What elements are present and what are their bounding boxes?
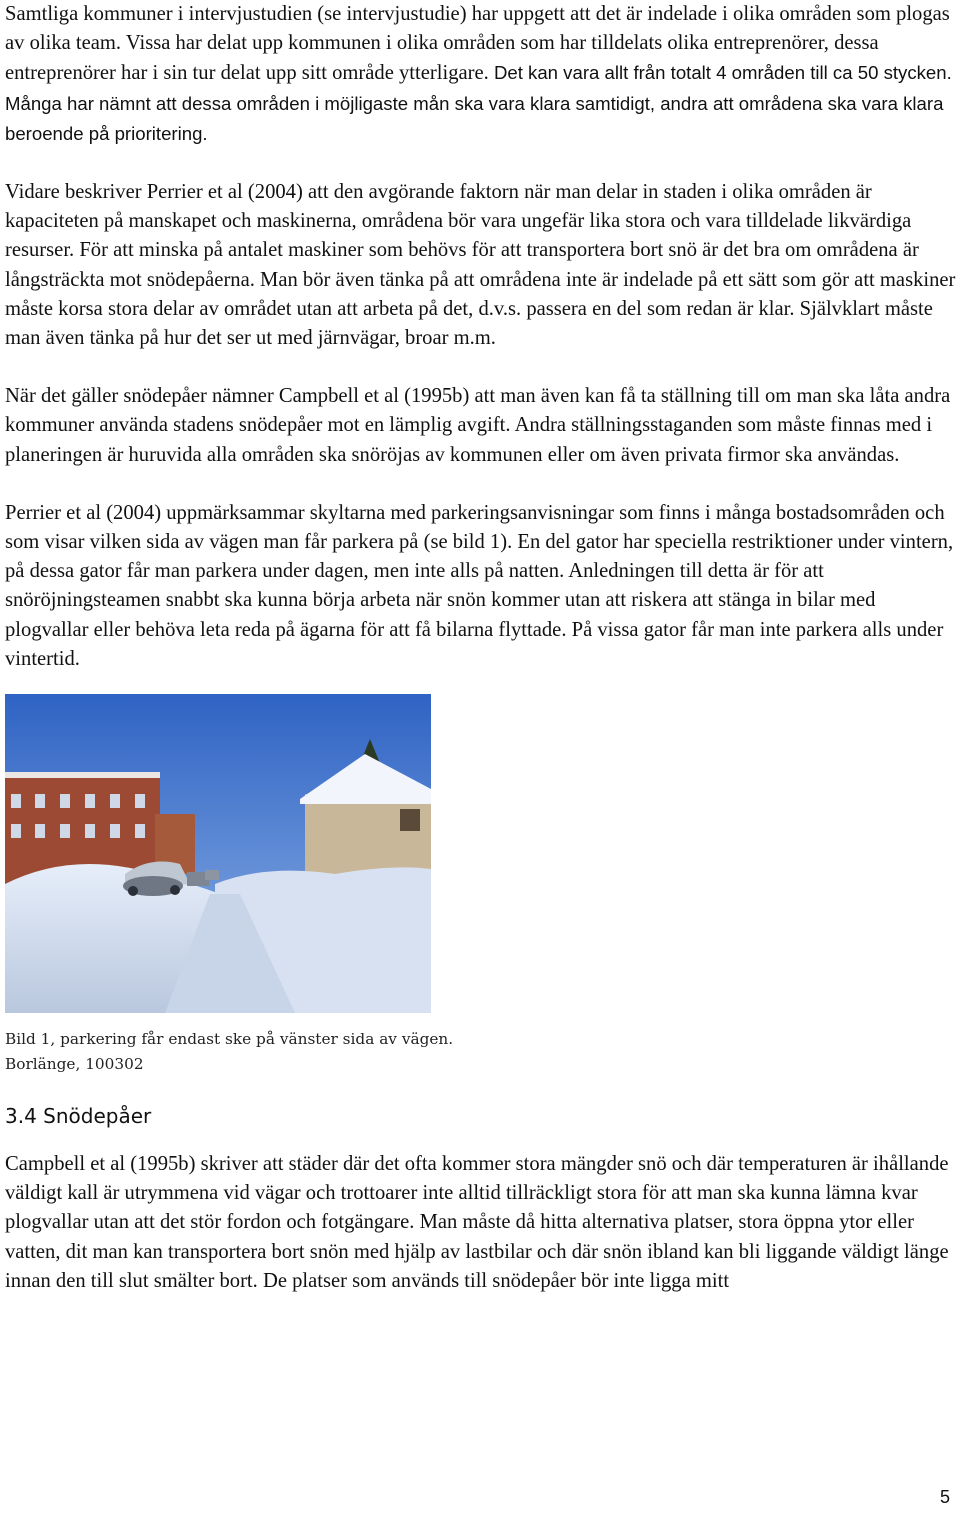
caption-line-2: Borlänge, 100302 — [5, 1055, 144, 1074]
page-number: 5 — [939, 1487, 950, 1507]
paragraph-areas-priority: Många har nämnt att dessa områden i möjligaste mån ska vara klara samtidigt, andra att områdena ska vara klara beroende på prioritering. — [5, 92, 944, 144]
paragraph-areas-count: Det kan vara allt från totalt 4 områden till ca 50 stycken. — [493, 62, 952, 84]
document-page — [5, 0, 957, 1296]
paragraph-snow-depots: Campbell et al (1995b) skriver att städer där det ofta kommer stora mängder snö och där temperaturen är ihållande väldigt kall är utrymmena vid vägar och trottoarer inte alltid tillräckligt stora för att man ska kunna lämna kvar plogvallar utan att det stör fordon och fotgängare. Man måste då hitta alternativa platser, stora öppna ytor eller vatten, dit man kan transportera bort snön med hjälp av lastbilar och där snön ibland kan bli liggande väldigt länge innan den till slut smälter bort. De platser som används till snödepåer bör inte ligga mitt — [5, 1153, 949, 1292]
paragraph-areas — [5, 0, 957, 149]
figure-caption — [5, 1027, 957, 1077]
section-heading: 3.4 Snödepåer — [5, 1104, 152, 1129]
snowy-street-photo — [5, 694, 431, 1013]
paragraph-areas-text: Samtliga kommuner i intervjustudien (se intervjustudie) har uppgett att det är indelade i olika områden som plogas av olika team. Vissa har delat upp kommunen i olika områden som har tilldelats olika entreprenörer, dessa entreprenörer har i sin tur delat upp sitt område ytterligare. — [5, 3, 950, 85]
paragraph-campbell-depots: När det gäller snödepåer nämner Campbell et al (1995b) att man även kan få ta ställning till om man ska låta andra kommuner använda stadens snödepåer mot en lämplig avgift. Andra ställningsstaganden som måste finnas med i planeringen är huruvida alla områden ska snöröjas av kommunen eller om även privata firmor ska användas. — [5, 385, 951, 466]
paragraph-parking-signs: Perrier et al (2004) uppmärksammar skyltarna med parkeringsanvisningar som finns i många bostadsområden och som visar vilken sida av vägen man får parkera på (se bild 1). En del gator har speciella restriktioner under vintern, på dessa gator får man parkera under dagen, men inte alls på natten. Anledningen till detta är för att snöröjningsteamen snabbt ska kunna börja arbeta när snön kommer utan att riskera att stänga in bilar med plogvallar eller behöva leta reda på ägarna för att få bilarna flyttade. På vissa gator får man inte parkera alls under vintertid. — [5, 501, 954, 670]
paragraph-perrier-areas: Vidare beskriver Perrier et al (2004) att den avgörande faktorn när man delar in staden i olika områden är kapaciteten på manskapet och maskinerna, områdena bör vara ungefär lika stora och vara tilldelade likvärdiga resurser. För att minska på antalet maskiner som behövs för att transportera bort snö är det bra om områdena är långsträckta mot snödepåerna. Man bör även tänka på att områdena inte är indelade på ett sätt som gör att maskiner måste korsa stora delar av området utan att arbeta på det, d.v.s. passera en del som redan är klar. Självklart måste man även tänka på hur det ser ut med järnvägar, broar m.m. — [5, 181, 956, 350]
caption-line-1: Bild 1, parkering får endast ske på vänster sida av vägen. — [5, 1030, 454, 1049]
